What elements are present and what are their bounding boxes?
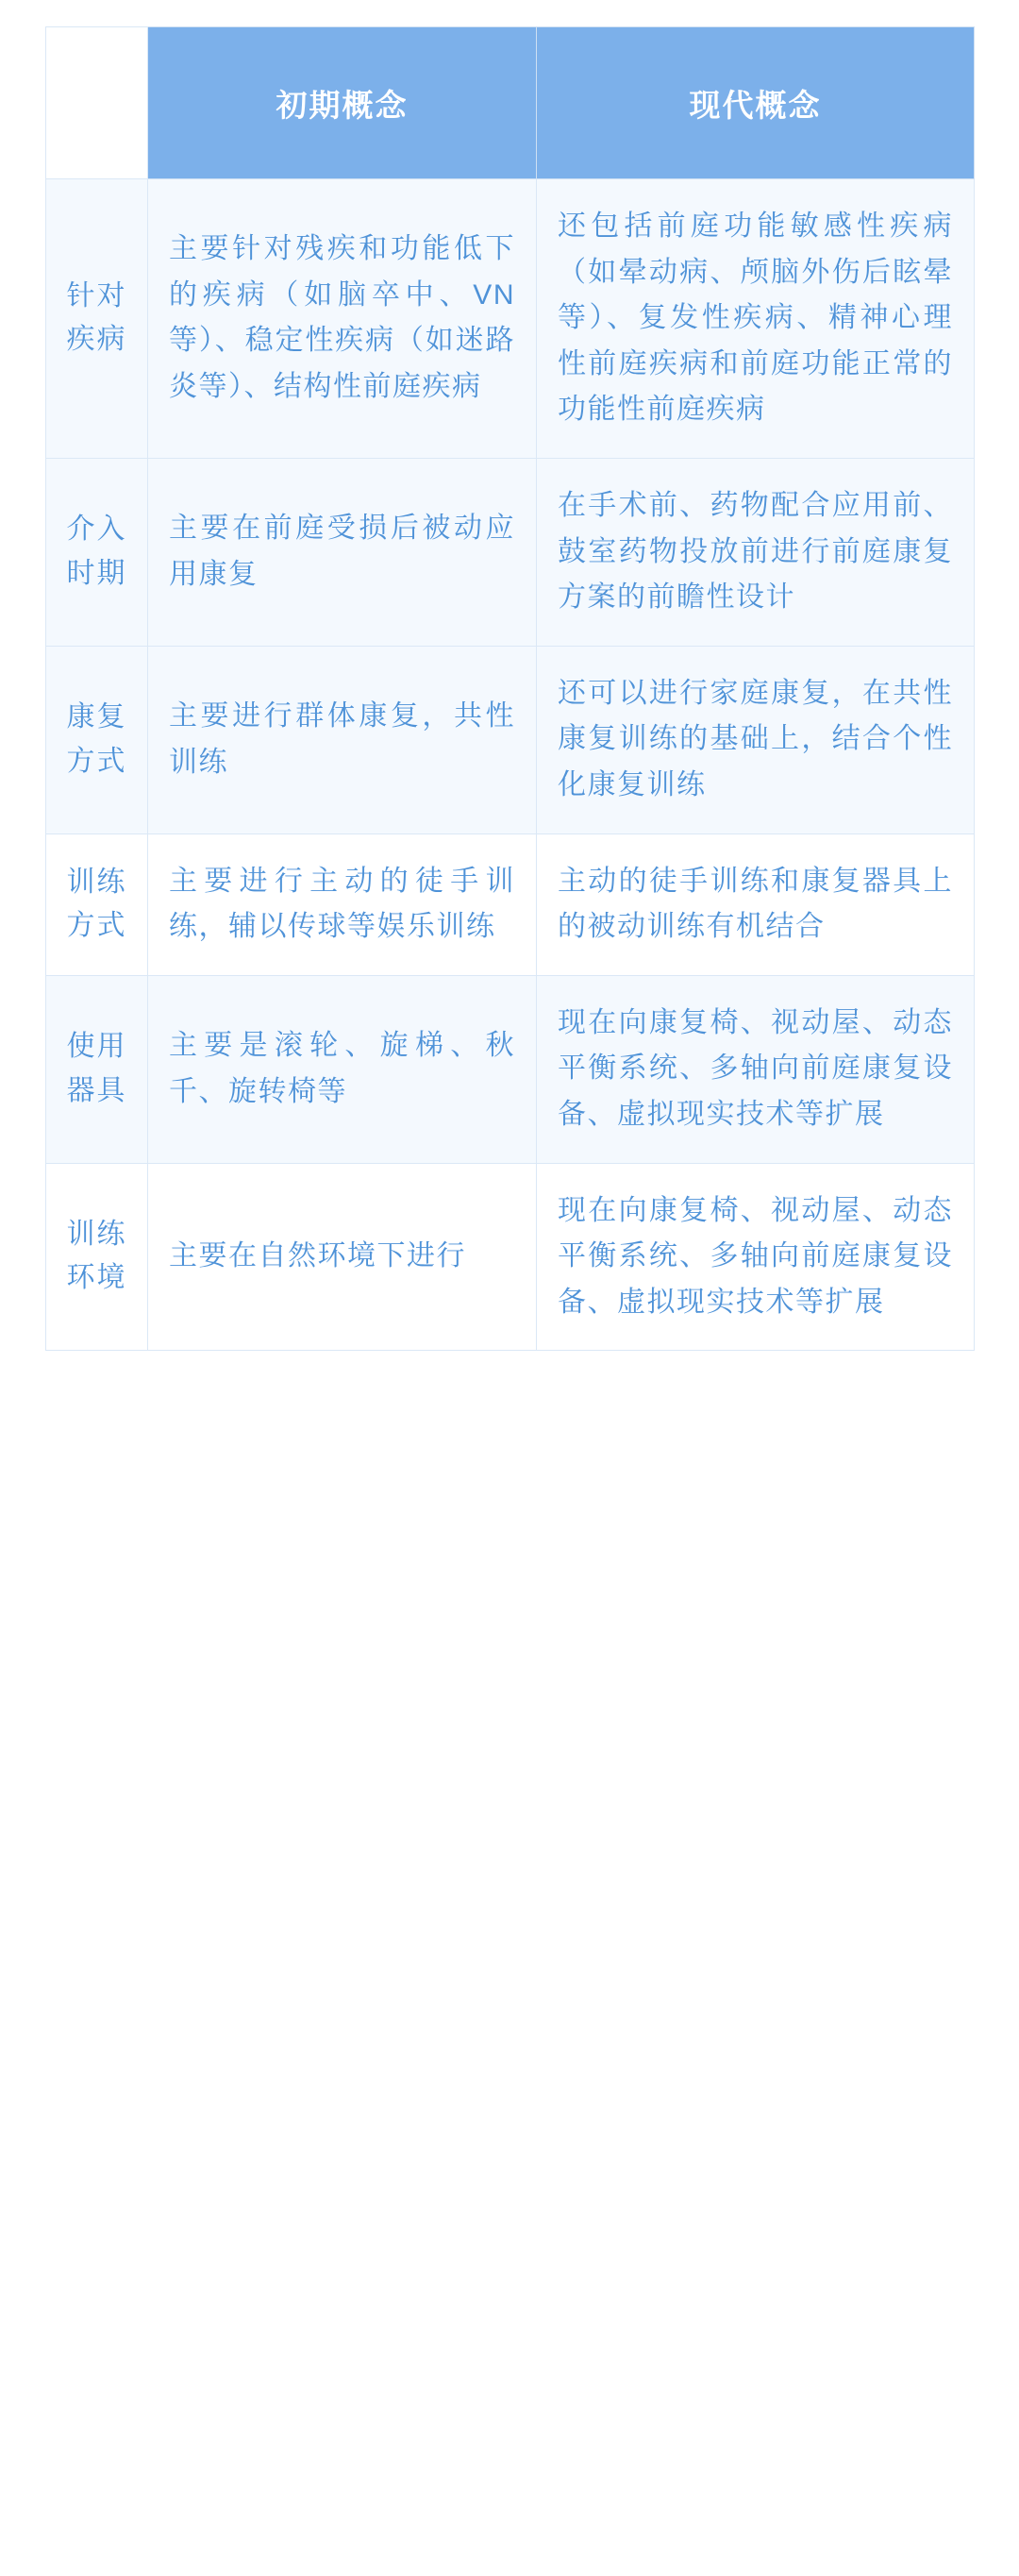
row-label-training-environment: 训练环境 [46, 1163, 148, 1351]
cell-early-training-environment: 主要在自然环境下进行 [148, 1163, 537, 1351]
table-body [46, 179, 975, 1351]
row-label-intervention-period: 介入时期 [46, 458, 148, 646]
cell-modern-training-environment: 现在向康复椅、视动屋、动态平衡系统、多轴向前庭康复设备、虚拟现实技术等扩展 [537, 1163, 975, 1351]
table-row [46, 833, 975, 975]
cell-modern-equipment: 现在向康复椅、视动屋、动态平衡系统、多轴向前庭康复设备、虚拟现实技术等扩展 [537, 975, 975, 1163]
cell-modern-intervention-period: 在手术前、药物配合应用前、鼓室药物投放前进行前庭康复方案的前瞻性设计 [537, 458, 975, 646]
row-label-rehab-method: 康复方式 [46, 646, 148, 833]
row-label-equipment: 使用器具 [46, 975, 148, 1163]
cell-early-training-method: 主要进行主动的徒手训练，辅以传球等娱乐训练 [148, 833, 537, 975]
table-row [46, 646, 975, 833]
table-header-early-concept: 初期概念 [148, 27, 537, 179]
row-label-training-method: 训练方式 [46, 833, 148, 975]
table-row [46, 458, 975, 646]
cell-modern-target-disease: 还包括前庭功能敏感性疾病（如晕动病、颅脑外伤后眩晕等）、复发性疾病、精神心理性前庭疾病和前庭功能正常的功能性前庭疾病 [537, 179, 975, 459]
cell-modern-rehab-method: 还可以进行家庭康复，在共性康复训练的基础上，结合个性化康复训练 [537, 646, 975, 833]
table-row [46, 179, 975, 459]
table-header-row [46, 27, 975, 179]
cell-early-target-disease: 主要针对残疾和功能低下的疾病（如脑卒中、VN等）、稳定性疾病（如迷路炎等）、结构性前庭疾病 [148, 179, 537, 459]
cell-modern-training-method: 主动的徒手训练和康复器具上的被动训练有机结合 [537, 833, 975, 975]
table-corner-cell [46, 27, 148, 179]
row-label-target-disease: 针对疾病 [46, 179, 148, 459]
cell-early-equipment: 主要是滚轮、旋梯、秋千、旋转椅等 [148, 975, 537, 1163]
cell-early-intervention-period: 主要在前庭受损后被动应用康复 [148, 458, 537, 646]
comparison-table [45, 26, 975, 1351]
table-header-modern-concept: 现代概念 [537, 27, 975, 179]
table-row [46, 1163, 975, 1351]
cell-early-rehab-method: 主要进行群体康复，共性训练 [148, 646, 537, 833]
table-row [46, 975, 975, 1163]
table-header [46, 27, 975, 179]
